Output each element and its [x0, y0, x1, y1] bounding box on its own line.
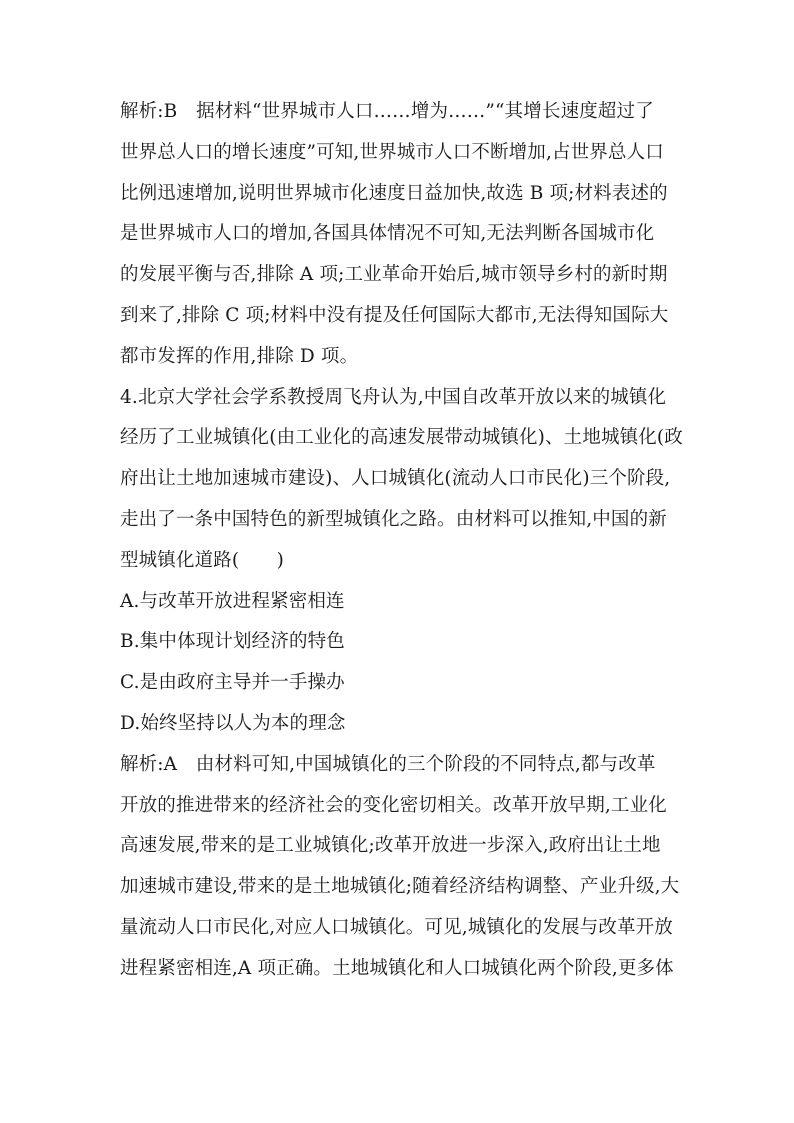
paragraph-line: 加速城市建设,带来的是土地城镇化;随着经济结构调整、产业升级,大 [120, 876, 680, 898]
paragraph-line: 走出了一条中国特色的新型城镇化之路。由材料可以推知,中国的新 [120, 508, 667, 530]
paragraph-line: 解析:B 据材料“世界城市人口……增为……”“其增长速度超过了 [120, 101, 654, 122]
paragraph-line: 4.北京大学社会学系教授周飞舟认为,中国自改革开放以来的城镇化 [120, 386, 667, 408]
paragraph-line: 是世界城市人口的增加,各国具体情况不可知,无法判断各国城市化 [120, 223, 655, 245]
option-b: B.集中体现计划经济的特色 [120, 631, 345, 653]
paragraph-line: 进程紧密相连,A 项正确。土地城镇化和人口城镇化两个阶段,更多体 [120, 957, 674, 979]
question-stem [120, 378, 690, 582]
paragraph-line: 型城镇化道路( ) [120, 549, 284, 571]
paragraph-line: 世界总人口的增长速度”可知,世界城市人口不断增加,占世界总人口 [120, 141, 664, 163]
option-a: A.与改革开放进程紧密相连 [120, 590, 345, 612]
paragraph-line: 府出让土地加速城市建设)、人口城镇化(流动人口市民化)三个阶段, [120, 468, 671, 490]
paragraph-line: 的发展平衡与否,排除 A 项;工业革命开始后,城市领导乡村的新时期 [120, 264, 668, 286]
paragraph-line: 经历了工业城镇化(由工业化的高速发展带动城镇化)、土地城镇化(政 [120, 427, 683, 449]
analysis-question-3 [120, 92, 690, 378]
paragraph-line: 都市发挥的作用,排除 D 项。 [120, 345, 359, 367]
document-page [120, 92, 690, 990]
analysis-question-4 [120, 745, 690, 990]
paragraph-line: 开放的推进带来的经济社会的变化密切相关。改革开放早期,工业化 [120, 794, 667, 816]
question-4 [120, 378, 690, 745]
option-d: D.始终坚持以人为本的理念 [120, 712, 346, 734]
paragraph-line: 量流动人口市民化,对应人口城镇化。可见,城镇化的发展与改革开放 [120, 916, 673, 938]
paragraph-line: 比例迅速增加,说明世界城市化速度日益加快,故选 B 项;材料表述的 [120, 182, 668, 204]
paragraph-line: 解析:A 由材料可知,中国城镇化的三个阶段的不同特点,都与改革 [120, 753, 656, 775]
paragraph-line: 高速发展,带来的是工业城镇化;改革开放进一步深入,政府出让土地 [120, 835, 661, 857]
option-c: C.是由政府主导并一手操办 [120, 672, 345, 694]
paragraph-line: 到来了,排除 C 项;材料中没有提及任何国际大都市,无法得知国际大 [120, 304, 669, 326]
answer-options [120, 582, 690, 745]
